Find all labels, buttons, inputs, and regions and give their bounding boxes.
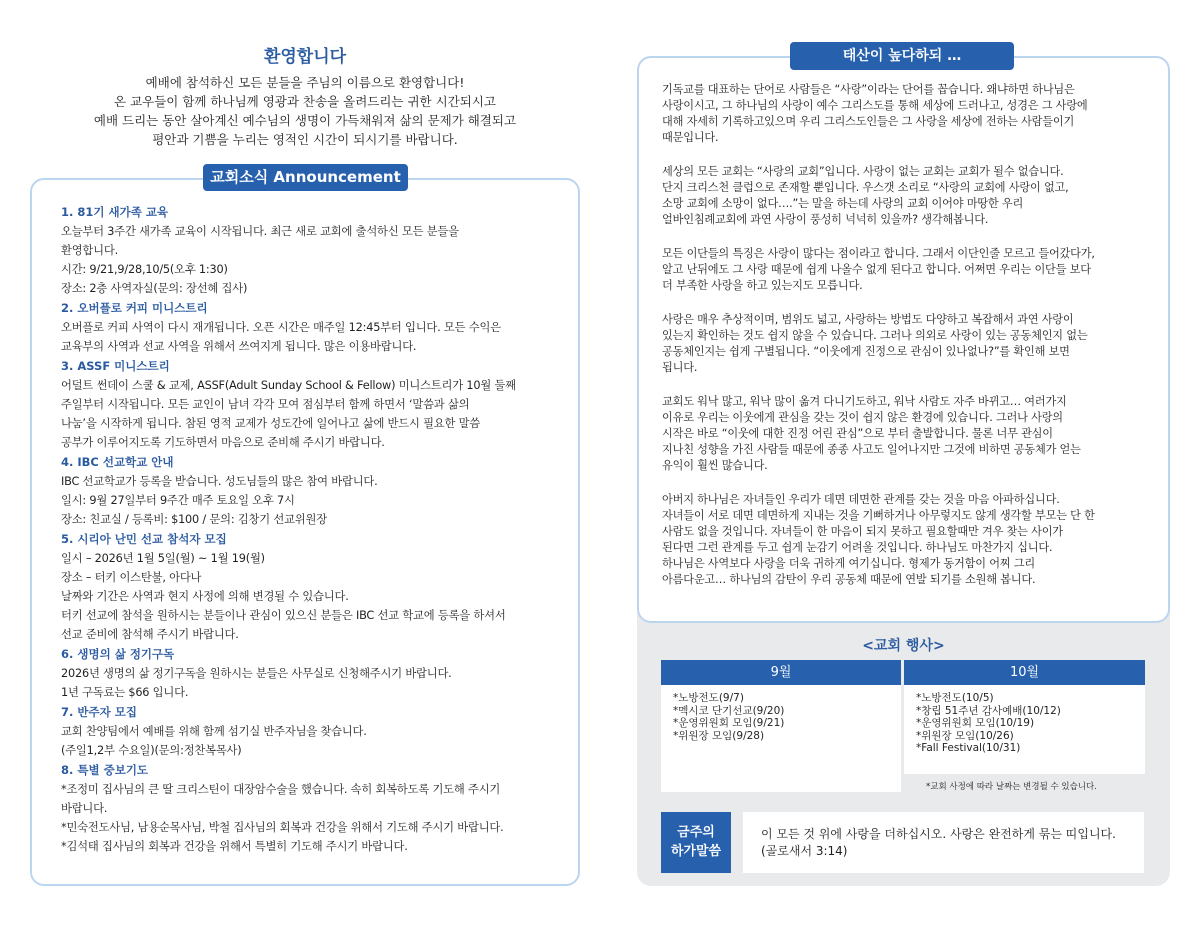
essay-paragraph [662, 82, 1162, 146]
announcement-line: 장소: 2층 사역자실(문의: 장선혜 집사) [61, 282, 248, 295]
announcement-line: 장소 – 터키 이스탄불, 아다나 [61, 571, 202, 584]
announcement-line: 교육부의 사역과 선교 사역을 위해서 쓰여지게 됩니다. 많은 이용바랍니다. [61, 340, 417, 353]
announcement-line: 2026년 생명의 삶 정기구독을 원하시는 분들은 사무실로 신청해주시기 바랍니다. [61, 667, 452, 680]
announcement-item [61, 703, 561, 760]
september-events [661, 685, 901, 792]
events-note: *교회 사정에 따라 날짜는 변경될 수 있습니다. [926, 782, 1097, 792]
announcement-heading: 2. 오버플로 커피 미니스트리 [61, 301, 208, 315]
announcement-heading: 3. ASSF 미니스트리 [61, 359, 170, 373]
essay-paragraph [662, 394, 1162, 474]
essay-paragraph [662, 164, 1162, 228]
announcement-line: 날짜와 기간은 사역과 현지 사정에 의해 변경될 수 있습니다. [61, 590, 349, 603]
essay-line: 하나님은 사역보다 사랑을 더욱 귀하게 여기십니다. 형제가 동거함이 어찌 그리 [662, 557, 1035, 570]
announcement-line: *김석태 집사님의 회복과 건강을 위해서 특별히 기도해 주시기 바랍니다. [61, 840, 408, 853]
announcement-line: 교회 찬양팀에서 예배를 위해 함께 섬기실 반주자님을 찾습니다. [61, 725, 367, 738]
essay-line: 자녀들이 서로 데면 데면하게 지내는 것을 기뻐하거나 아무렇지도 않게 생각할 부모는 단 한 [662, 509, 1095, 522]
announcement-line: 공부가 이루어지도록 기도하면서 마음으로 준비해 주시기 바랍니다. [61, 436, 385, 449]
announcement-line: 오늘부터 3주간 새가족 교육이 시작됩니다. 최근 새로 교회에 출석하신 모든 분들을 [61, 225, 459, 238]
welcome-line: 예배 드리는 동안 살아계신 예수님의 생명이 가득채워져 삶의 문제가 해결되고 [93, 113, 517, 128]
essay-paragraph [662, 246, 1162, 294]
essay-line: 알고 난뒤에도 그 사랑 때문에 쉽게 나올수 없게 된다고 합니다. 어쩌면 우리는 이단들 보다 [662, 263, 1091, 276]
events-title: <교회 행사> [862, 638, 945, 654]
announcement-line: 주일부터 시작됩니다. 모든 교인이 남녀 각각 모여 점심부터 함께 하면서 ‘말씀과 삶의 [61, 398, 470, 411]
announcement-line: 일시: 9월 27일부터 9주간 매주 토요일 오후 7시 [61, 494, 295, 507]
announcement-line: (주일1,2부 수요일)(문의:정찬복목사) [61, 744, 242, 757]
announcement-item [61, 203, 561, 298]
verse-reference: (골로새서 3:14) [761, 844, 848, 858]
announcement-heading: 1. 81기 새가족 교육 [61, 205, 169, 219]
essay-line: 지나친 성향을 가진 사람들 때문에 종종 사고도 일어나지만 그것에 비하면 공동체가 얻는 [662, 443, 1081, 456]
essay-line: 때문입니다. [662, 131, 719, 144]
announcements-list [61, 202, 561, 856]
announcement-line: 어덜트 썬데이 스쿨 & 교제, ASSF(Adult Sunday School & Fellow) 미니스트리가 10월 둘째 [61, 379, 516, 392]
announcement-line: 일시 – 2026년 1월 5일(월) ~ 1월 19(월) [61, 552, 265, 565]
announcement-line: 터키 선교에 참석을 원하시는 분들이나 관심이 있으신 분들은 IBC 선교 학교에 등록을 하셔서 [61, 609, 506, 622]
verse-box [743, 812, 1144, 873]
announcement-line: 1년 구독료는 $66 입니다. [61, 686, 189, 699]
essay-body [662, 82, 1162, 606]
essay-paragraph [662, 492, 1162, 588]
announcement-line: 시간: 9/21,9/28,10/5(오후 1:30) [61, 263, 228, 276]
welcome-line: 예배에 참석하신 모든 분들을 주님의 이름으로 환영합니다! [145, 75, 465, 90]
announcement-item [61, 357, 561, 452]
announcement-item [61, 453, 561, 529]
announcement-heading: 8. 특별 중보기도 [61, 763, 149, 777]
essay-line: 기독교를 대표하는 단어로 사람들은 “사랑”이라는 단어를 꼽습니다. 왜냐하면 하나님은 [662, 83, 1075, 96]
announcement-line: *조정미 집사님의 큰 딸 크리스틴이 대장암수술을 했습니다. 속히 회복하도록 기도해 주시기 [61, 783, 501, 796]
announcement-line: 나눔’을 시작하게 됩니다. 참된 영적 교제가 성도간에 일어나고 삶에 반드시 필요한 말씀 [61, 417, 481, 430]
announcement-heading: 6. 생명의 삶 정기구독 [61, 647, 175, 661]
announcement-line: 환영합니다. [61, 244, 118, 257]
event-item: *노방전도(10/5) [916, 692, 994, 704]
announcement-item [61, 645, 561, 702]
essay-line: 됩니다. [662, 361, 698, 374]
essay-paragraph [662, 312, 1162, 376]
october-events [904, 685, 1145, 774]
welcome-title: 환영합니다 [263, 47, 347, 67]
announcement-line: *민숙전도사님, 남용순목사님, 박철 집사님의 회복과 건강을 위해서 기도해 주시기 바랍니다. [61, 821, 504, 834]
essay-line: 더 부족한 사랑을 하고 있는지도 모릅니다. [662, 279, 863, 292]
welcome-line: 온 교우들이 함께 하나님께 영광과 찬송을 올려드리는 귀한 시간되시고 [114, 94, 496, 109]
announcement-line: 장소: 친교실 / 등록비: $100 / 문의: 김창기 선교위원장 [61, 513, 327, 526]
event-item: *창립 51주년 감사예배(10/12) [916, 704, 1061, 717]
essay-title: 태산이 높다하되 … [790, 42, 1014, 70]
essay-line: 시작은 바로 “이웃에 대한 진정 어린 관심”으로 부터 출발합니다. 물론 너무 관심이 [662, 427, 1053, 440]
verse-label-line: 하가말씀 [670, 844, 722, 859]
event-item: *Fall Festival(10/31) [916, 742, 1021, 754]
essay-line: 대해 자세히 기록하고있으며 우리 그리스도인들은 그 사랑을 세상에 전하는 사람들이기 [662, 115, 1075, 128]
essay-line: 유익이 훨씬 많습니다. [662, 459, 768, 472]
event-item: *운영위원회 모임(9/21) [673, 717, 785, 729]
september-header: 9월 [661, 660, 901, 685]
announcement-item [61, 530, 561, 644]
announcement-heading: 5. 시리아 난민 선교 참석자 모집 [61, 532, 227, 546]
essay-line: 교회도 워낙 많고, 워낙 많이 옮겨 다니기도하고, 워낙 사람도 자주 바뀌고… 여러가지 [662, 395, 1067, 408]
announcement-item [61, 761, 561, 856]
announcement-line: 선교 준비에 참석해 주시기 바랍니다. [61, 628, 239, 641]
announcement-heading: 7. 반주자 모집 [61, 705, 137, 719]
announcement-line: IBC 선교학교가 등록을 받습니다. 성도님들의 많은 참여 바랍니다. [61, 475, 378, 488]
verse-label [661, 812, 731, 873]
essay-line: 사랑은 매우 추상적이며, 범위도 넓고, 사랑하는 방법도 다양하고 복잡해서 과연 사랑이 [662, 313, 1074, 326]
announcement-item [61, 299, 561, 356]
event-item: *노방전도(9/7) [673, 692, 744, 704]
essay-line: 단지 크리스천 클럽으로 존재할 뿐입니다. 우스갯 소리로 “사랑의 교회에 사랑이 없고, [662, 181, 1069, 194]
october-header: 10월 [904, 660, 1145, 685]
announcement-heading: 4. IBC 선교학교 안내 [61, 455, 174, 469]
essay-line: 아버지 하나님은 자녀들인 우리가 데면 데면한 관계를 갖는 것을 마음 아파하십니다. [662, 493, 1060, 506]
essay-line: 된다면 그런 관계를 두고 쉽게 눈감기 어려울 것입니다. 하나님도 마찬가지 십니다. [662, 541, 1053, 554]
verse-text: 이 모든 것 위에 사랑을 더하십시오. 사랑은 완전하게 묶는 띠입니다. [761, 827, 1116, 841]
welcome-line: 평안과 기쁨을 누리는 영적인 시간이 되시기를 바랍니다. [152, 132, 458, 147]
announcements-title: 교회소식 Announcement [203, 164, 408, 191]
announcement-line: 오버플로 커피 사역이 다시 재개됩니다. 오픈 시간은 매주일 12:45부터 입니다. 모든 수익은 [61, 321, 501, 334]
welcome-section [30, 42, 580, 149]
essay-line: 공동체인지는 쉽게 구별됩니다. “이웃에게 진정으로 관심이 있나없나?”를 확인해 보면 [662, 345, 1070, 358]
essay-line: 모든 이단들의 특징은 사랑이 많다는 점이라고 합니다. 그래서 이단인줄 모르고 들어갔다가, [662, 247, 1095, 260]
essay-line: 있는지 확인하는 것도 쉽지 않을 수 있습니다. 그러나 의외로 사랑이 있는 공동체인지 없는 [662, 329, 1088, 342]
event-item: *운영위원회 모임(10/19) [916, 717, 1035, 729]
essay-line: 사랑이시고, 그 하나님의 사랑이 예수 그리스도를 통해 세상에 드러나고, 성경은 그 사랑에 [662, 99, 1088, 112]
announcement-line: 바랍니다. [61, 802, 108, 815]
essay-line: 아름다운고… 하나님의 감탄이 우리 공동체 때문에 연발 되기를 소원해 봅니다. [662, 573, 1036, 586]
essay-line: 사람도 없을 것입니다. 자녀들이 한 마음이 되지 못하고 필요할때만 겨우 찾는 사이가 [662, 525, 1063, 538]
verse-label-line: 금주의 [677, 825, 715, 840]
essay-line: 이유로 우리는 이웃에게 관심을 갖는 것이 쉽지 않은 환경에 있습니다. 그러나 사랑의 [662, 411, 1063, 424]
essay-line: 얼바인침례교회에 과연 사랑이 풍성히 넉넉히 있을까? 생각해봅니다. [662, 213, 989, 226]
essay-line: 세상의 모든 교회는 “사랑의 교회”입니다. 사랑이 없는 교회는 교회가 될수 없습니다. [662, 165, 1064, 178]
event-item: *위원장 모임(9/28) [673, 729, 765, 742]
event-item: *위원장 모임(10/26) [916, 729, 1014, 742]
event-item: *멕시코 단기선교(9/20) [673, 704, 785, 717]
essay-line: 소망 교회에 소망이 없다….”는 말을 하는데 사랑의 교회 이어야 마땅한 우리 [662, 197, 1024, 210]
